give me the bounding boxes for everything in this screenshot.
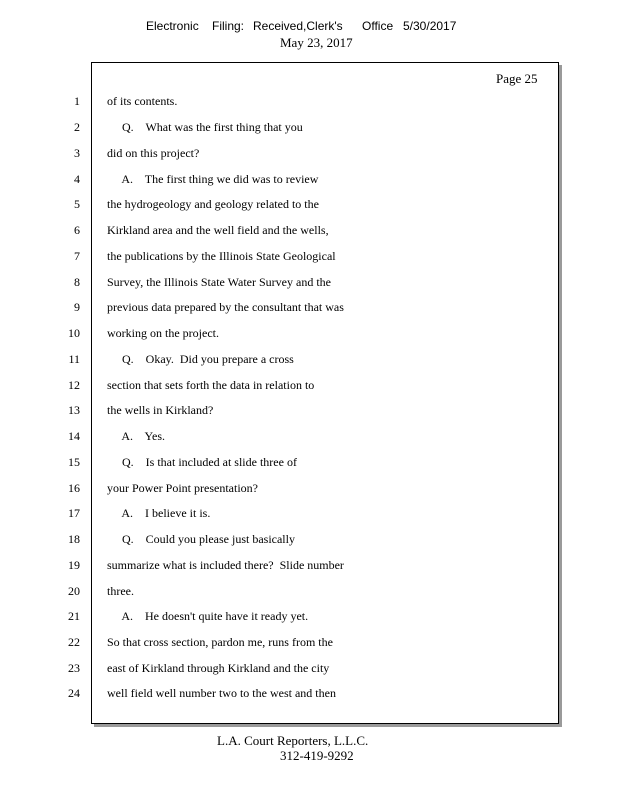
line-text: did on this project? [107, 146, 200, 160]
line-number: 14 [68, 429, 80, 443]
transcript-date: May 23, 2017 [280, 35, 353, 50]
line-text: A. Yes. [107, 429, 166, 443]
line-number: 17 [68, 506, 80, 520]
line-number: 8 [74, 275, 80, 289]
line-text: Q. Okay. Did you prepare a cross [107, 352, 294, 366]
line-text: A. I believe it is. [107, 506, 211, 520]
line-number: 18 [68, 532, 80, 546]
line-text: well field well number two to the west and then [107, 686, 336, 700]
stamp-electronic: Electronic [146, 19, 199, 33]
line-text: the hydrogeology and geology related to the [107, 197, 319, 211]
line-number: 23 [68, 661, 80, 675]
line-text: previous data prepared by the consultant that was [107, 300, 344, 314]
line-number: 9 [74, 300, 80, 314]
line-number: 22 [68, 635, 80, 649]
line-number: 21 [68, 609, 80, 623]
line-text: A. He doesn't quite have it ready yet. [107, 609, 309, 623]
line-number: 19 [68, 558, 80, 572]
line-number: 1 [74, 94, 80, 108]
line-text: the publications by the Illinois State Geological [107, 249, 336, 263]
footer-phone: 312-419-9292 [280, 748, 354, 763]
line-number: 13 [68, 403, 80, 417]
line-text: of its contents. [107, 94, 178, 108]
line-number: 2 [74, 120, 80, 134]
line-number: 5 [74, 197, 80, 211]
line-text: the wells in Kirkland? [107, 403, 214, 417]
line-text: your Power Point presentation? [107, 481, 258, 495]
transcript-page-frame [91, 62, 559, 724]
line-number: 10 [68, 326, 80, 340]
line-text: section that sets forth the data in relation to [107, 378, 315, 392]
line-text: summarize what is included there? Slide number [107, 558, 344, 572]
line-number: 16 [68, 481, 80, 495]
line-number: 4 [74, 172, 80, 186]
line-text: Survey, the Illinois State Water Survey and the [107, 275, 331, 289]
electronic-filing-stamp [0, 19, 618, 35]
line-text: So that cross section, pardon me, runs from the [107, 635, 333, 649]
line-text: Kirkland area and the well field and the wells, [107, 223, 329, 237]
stamp-received: Received,Clerk's [253, 19, 343, 33]
line-number: 15 [68, 455, 80, 469]
stamp-office: Office [362, 19, 394, 33]
line-text: working on the project. [107, 326, 219, 340]
line-text: A. The first thing we did was to review [107, 172, 319, 186]
stamp-filing: Filing: [212, 19, 245, 33]
line-text: Q. Is that included at slide three of [107, 455, 297, 469]
line-number: 7 [74, 249, 80, 263]
stamp-date: 5/30/2017 [403, 19, 457, 33]
line-text: Q. Could you please just basically [107, 532, 295, 546]
line-text: three. [107, 584, 134, 598]
line-number: 20 [68, 584, 80, 598]
line-number: 12 [68, 378, 80, 392]
line-text: Q. What was the first thing that you [107, 120, 303, 134]
page-number: Page 25 [496, 71, 538, 86]
line-number: 24 [68, 686, 80, 700]
line-number: 11 [68, 352, 80, 366]
footer-company: L.A. Court Reporters, L.L.C. [217, 733, 369, 748]
line-text: east of Kirkland through Kirkland and the city [107, 661, 330, 675]
line-number: 3 [74, 146, 80, 160]
line-number: 6 [74, 223, 80, 237]
